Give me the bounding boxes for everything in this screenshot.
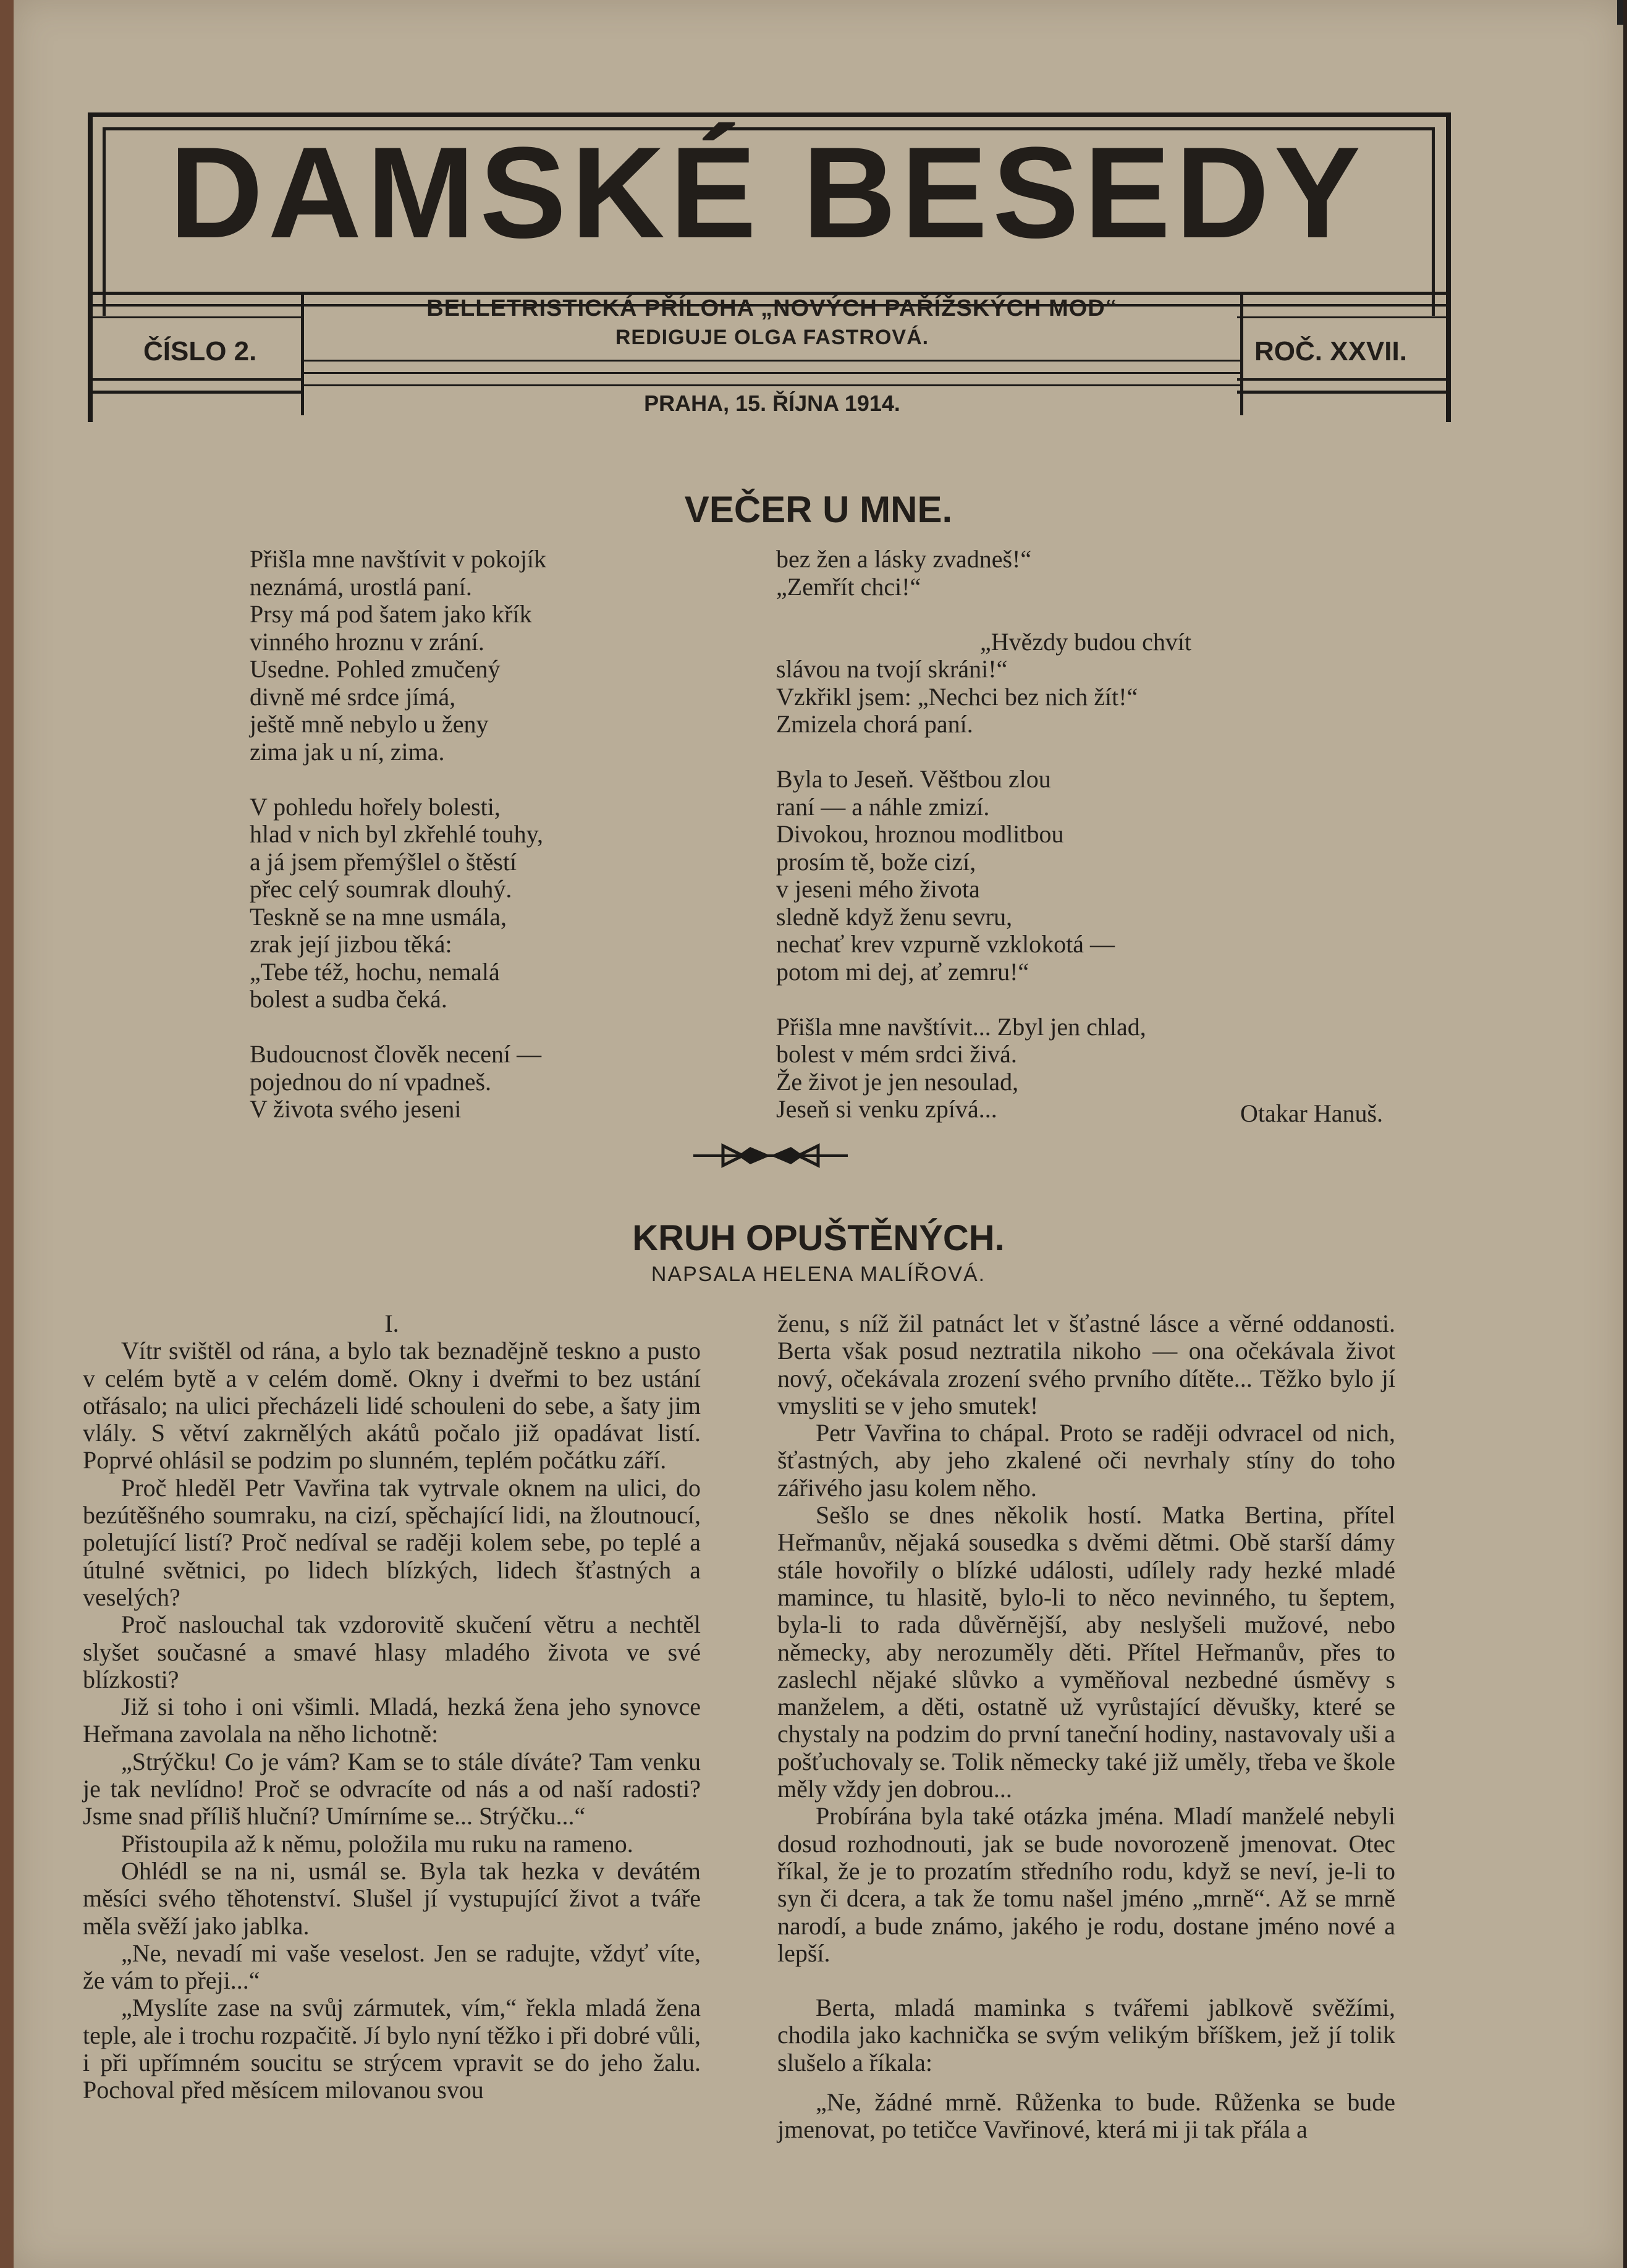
poem-line: potom mi dej, ať zemru!“ (776, 957, 1029, 986)
poem-line: v jeseni mého života (776, 875, 980, 903)
paragraph-gap (777, 2076, 1395, 2089)
poem-line: „Tebe též, hochu, nemalá (250, 957, 500, 986)
masthead-rule (304, 360, 1240, 362)
poem-line: divně mé srdce jímá, (250, 682, 456, 711)
paragraph: Ohlédl se na ni, usmál se. Byla tak hezka v devátém měsíci svého těhotenství. Slušel jí vystupující život a tváře měla svěží jako jablka. (83, 1856, 701, 1940)
paragraph: Probírána byla také otázka jména. Mladí manželé nebyli dosud rozhodnouti, jak se bude novorozeně jmenovat. Otec říkal, že je to prozatím středního rodu, když se neví, je-li to syn či dcera, a tak že tomu našel jméno „mrně“. Až se mrně narodí, a bude známo, jakého je rodu, dostane jméno nové a lepší. (777, 1802, 1395, 1967)
story-left-column (83, 1310, 701, 2104)
masthead-rule (304, 384, 1240, 386)
page-corner (1617, 0, 1623, 25)
volume-number: ROČ. XXVII. (1254, 336, 1407, 366)
paragraph-gap (777, 1967, 1395, 1994)
poem-line: slávou na tvojí skráni!“ (776, 655, 1008, 683)
stanza-gap (776, 986, 1191, 1013)
paragraph: „Myslíte zase na svůj zármutek, vím,“ řekla mladá žena teple, ale i trochu rozpačitě. Jí bylo nyní těžko i při dobré vůli, i při upřímném soucitu se strýcem vpravit se do jeho žalu. Pochoval před měsícem milovanou svou (83, 1994, 701, 2104)
stanza-gap (776, 601, 1191, 628)
poem-line: prosím tě, bože cizí, (776, 847, 976, 876)
poem-line: V života svého jeseni (250, 1095, 462, 1123)
masthead-center-box (301, 292, 1243, 415)
poem-line: bolest a sudba čeká. (250, 985, 447, 1013)
paragraph: Již si toho i oni všimli. Mladá, hezká žena jeho synovce Heřmana zavolala na něho lichotně: (83, 1693, 701, 1748)
masthead-subtitle: BELLETRISTICKÁ PŘÍLOHA „NOVÝCH PAŘÍŽSKÝCH MOD“ (426, 295, 1118, 321)
newspaper-page (14, 0, 1623, 2268)
masthead-rule (1237, 391, 1451, 394)
poem-line: Že život je jen nesoulad, (776, 1067, 1019, 1096)
poem-line: Usedne. Pohled zmučený (250, 655, 501, 683)
paragraph: Proč hleděl Petr Vavřina tak vytrvale oknem na ulici, do bezútěšného soumraku, na cizí, spěchající lidi, na žloutnoucí, poletující listí? Proč nedíval se raději kolem sebe, po teplé a útulné světnici, po lidech blízkých, lidech šťastných a veselých? (83, 1473, 701, 1611)
poem-left-column (250, 546, 546, 1123)
poem-line: bez žen a lásky zvadneš!“ (776, 545, 1032, 573)
poem-line: Budoucnost člověk necení — (250, 1040, 542, 1068)
poem-line: „Hvězdy budou chvít (980, 627, 1192, 656)
poem-line: pojednou do ní vpadneš. (250, 1067, 492, 1096)
paragraph: Petr Vavřina to chápal. Proto se raději odvracel od nich, šťastných, aby jeho zkalené oči nevrhaly stíny do toho zářivého jasu kolem něho. (777, 1419, 1395, 1502)
poem-line: Zmizela chorá paní. (776, 710, 973, 738)
poem-line: zrak její jizbou těká: (250, 930, 452, 958)
poem-line: Vzkřikl jsem: „Nechci bez nich žít!“ (776, 682, 1138, 711)
paragraph: Vítr svištěl od rána, a bylo tak beznadějně teskno a pusto v celém bytě a v celém domě. Okny i dveřmi to bez ustání otřásalo; na ulici přecházeli lidé schouleni do sebe, a šaty jim vlály. S větví zakrnělých akátů počalo již opadávat listí. Poprvé ohlásil se podzim po slunném, teplém počátku září. (83, 1337, 701, 1475)
story-title: KRUH OPUŠTĚNÝCH. (632, 1218, 1005, 1258)
poem-line: Prsy má pod šatem jako křík (250, 600, 532, 628)
paragraph: Proč naslouchal tak vzdorovitě skučení větru a nechtěl slyšet současné a smavé hlasy mladého života ve své blízkosti? (83, 1610, 701, 1693)
poem-line: hlad v nich byl zkřehlé touhy, (250, 820, 544, 848)
poem-line: „Zemřít chci!“ (776, 572, 921, 601)
issue-number: ČÍSLO 2. (143, 336, 257, 366)
masthead-rule (88, 316, 301, 318)
poem-line: Přišla mne navštívit v pokojík (250, 545, 546, 573)
poem-line: vinného hroznu v zrání. (250, 627, 484, 656)
paragraph: „Ne, žádné mrně. Růženka to bude. Růženka se bude jmenovat, po tetičce Vavřinové, která mi ji tak přála a (777, 2088, 1395, 2144)
poem-line: raní — a náhle zmizí. (776, 792, 990, 821)
poem-author: Otakar Hanuš. (1240, 1099, 1384, 1127)
binding-spine (0, 0, 14, 2268)
stanza-gap (250, 766, 546, 793)
masthead-rule (304, 372, 1240, 374)
story-right-column (777, 1310, 1395, 2144)
poem-line: Byla to Jeseň. Věštbou zlou (776, 765, 1051, 793)
masthead-rule (1237, 378, 1451, 381)
poem-title: VEČER U MNE. (684, 489, 953, 530)
masthead-rule (1237, 316, 1451, 318)
poem-line: ještě mně nebylo u ženy (250, 710, 489, 738)
masthead-title: DAMSKÉ BESEDY (169, 120, 1366, 265)
poem-right-column (776, 546, 1191, 1123)
masthead-dateline: PRAHA, 15. ŘÍJNA 1914. (644, 391, 900, 416)
poem-line: Jeseň si venku zpívá... (776, 1095, 997, 1123)
poem-line: zima jak u ní, zima. (250, 737, 445, 766)
paragraph: Sešlo se dnes několik hostí. Matka Bertina, přítel Heřmanův, nějaká sousedka s dvěmi dětmi. Obě starší dámy stále hovořily o blízké události, udílely rady hezké mladé mamince, tu hlasitě, bylo-li to něco nevinného, tu šeptem, byla-li to rada důvěrnější, aby neslyšeli mužové, nebo německy, aby nerozuměly děti. Přítel Heřmanův, přes to zaslechl nějaké slůvko a vyměňoval nezbedné úsměvy s manželem, a děti, ostatně už vyrůstající děvušky, které se chystaly na podzim do první taneční hodiny, nastavovaly uši a pošťuchovaly se. Tolik německy také již uměly, třeba ve škole měly vždy jen dobrou... (777, 1501, 1395, 1803)
paragraph: ženu, s níž žil patnáct let v šťastné lásce a věrné oddanosti. Berta však posud neztratila nikoho — ona očekávala život nový, očekávala zrození svého prvního dítěte... Těžko bylo jí vmysliti se v jeho smutek! (777, 1310, 1395, 1420)
paragraph: „Strýčku! Co je vám? Kam se to stále díváte? Tam venku je tak nevlídno! Proč se odvracíte od nás a od naší radosti? Jsme snad příliš hluční? Umírníme se... Strýčku...“ (83, 1747, 701, 1830)
masthead-rule (88, 378, 301, 381)
paragraph: Berta, mladá maminka s tvářemi jablkově svěžími, chodila jako kachnička se svým velikým bříškem, jež jí tolik slušelo a říkala: (777, 1994, 1395, 2076)
masthead-editor: REDIGUJE OLGA FASTROVÁ. (615, 326, 929, 349)
stanza-gap (776, 738, 1191, 766)
poem-line: Přišla mne navštívit... Zbyl jen chlad, (776, 1012, 1146, 1041)
section-number: I. (384, 1310, 399, 1337)
story-byline: NAPSALA HELENA MALÍŘOVÁ. (651, 1263, 986, 1286)
poem-line: bolest v mém srdci živá. (776, 1040, 1017, 1068)
poem-line: Teskně se na mne usmála, (250, 902, 507, 931)
masthead-rule (88, 391, 301, 394)
poem-line: přec celý soumrak dlouhý. (250, 875, 512, 903)
poem-line: a já jsem přemýšlel o štěstí (250, 847, 517, 876)
paragraph: „Ne, nevadí mi vaše veselost. Jen se radujte, vždyť víte, že vám to přeji...“ (83, 1939, 701, 1995)
stanza-gap (250, 1013, 546, 1041)
poem-line: Divokou, hroznou modlitbou (776, 820, 1064, 848)
paragraph: Přistoupila až k němu, položila mu ruku na rameno. (121, 1829, 633, 1858)
poem-line: neznámá, urostlá paní. (250, 572, 472, 601)
poem-line: sledně když ženu sevru, (776, 902, 1013, 931)
poem-line: nechať krev vzpurně vzklokotá — (776, 930, 1115, 958)
ornament-divider-icon (693, 1142, 848, 1169)
poem-line: V pohledu hořely bolesti, (250, 792, 501, 821)
masthead (88, 112, 1447, 421)
